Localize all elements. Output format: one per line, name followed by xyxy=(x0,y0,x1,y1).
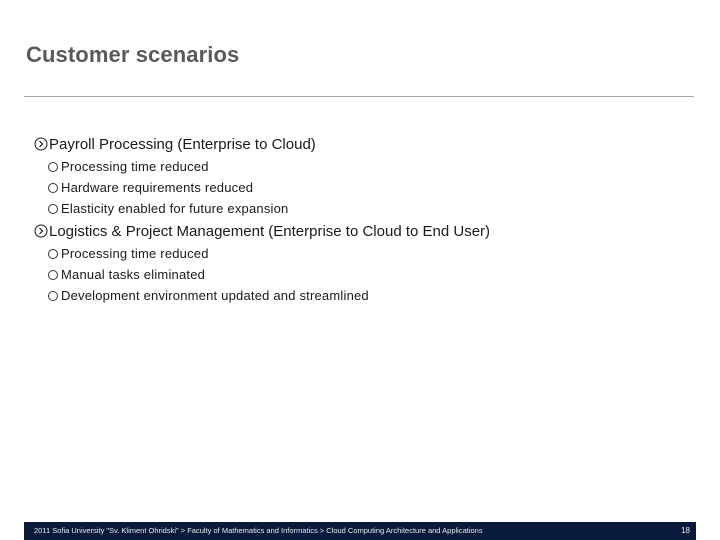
bullet-group-logistics xyxy=(34,221,694,304)
circle-arrow-right-icon xyxy=(34,224,48,238)
circle-bullet-icon xyxy=(48,291,58,301)
sub-bullet-text: Development environment updated and streamlined xyxy=(61,288,369,303)
slide-title: Customer scenarios xyxy=(26,42,240,67)
sub-bullet-item xyxy=(48,245,694,262)
circle-bullet-icon xyxy=(48,270,58,280)
circle-bullet-icon xyxy=(48,204,58,214)
sub-bullet-text: Processing time reduced xyxy=(61,246,209,261)
sub-bullet-item xyxy=(48,266,694,283)
circle-bullet-icon xyxy=(48,183,58,193)
bullet-group-payroll xyxy=(34,134,694,217)
sub-bullet-item xyxy=(48,287,694,304)
bullet-text: Payroll Processing (Enterprise to Cloud) xyxy=(49,135,316,153)
sub-bullet-item xyxy=(48,158,694,175)
circle-arrow-right-icon xyxy=(34,137,48,151)
sub-bullet-text: Hardware requirements reduced xyxy=(61,180,254,195)
sub-bullet-text: Processing time reduced xyxy=(61,159,209,174)
bullet-item xyxy=(34,134,694,154)
sub-bullet-text: Manual tasks eliminated xyxy=(61,267,206,282)
page-number: 18 xyxy=(681,526,690,535)
footer-bar xyxy=(24,522,696,540)
circle-bullet-icon xyxy=(48,162,58,172)
circle-bullet-icon xyxy=(48,249,58,259)
sub-bullet-text: Elasticity enabled for future expansion xyxy=(61,201,289,216)
bullet-item xyxy=(34,221,694,241)
sub-bullet-item xyxy=(48,200,694,217)
sub-bullet-item xyxy=(48,179,694,196)
title-divider xyxy=(24,96,694,97)
slide-content xyxy=(34,134,694,308)
footer-text: 2011 Sofia University "Sv. Kliment Ohridski" > Faculty of Mathematics and Informatics > Cloud Computing Architecture and Applications xyxy=(34,526,483,535)
bullet-text: Logistics & Project Management (Enterprise to Cloud to End User) xyxy=(49,222,491,240)
